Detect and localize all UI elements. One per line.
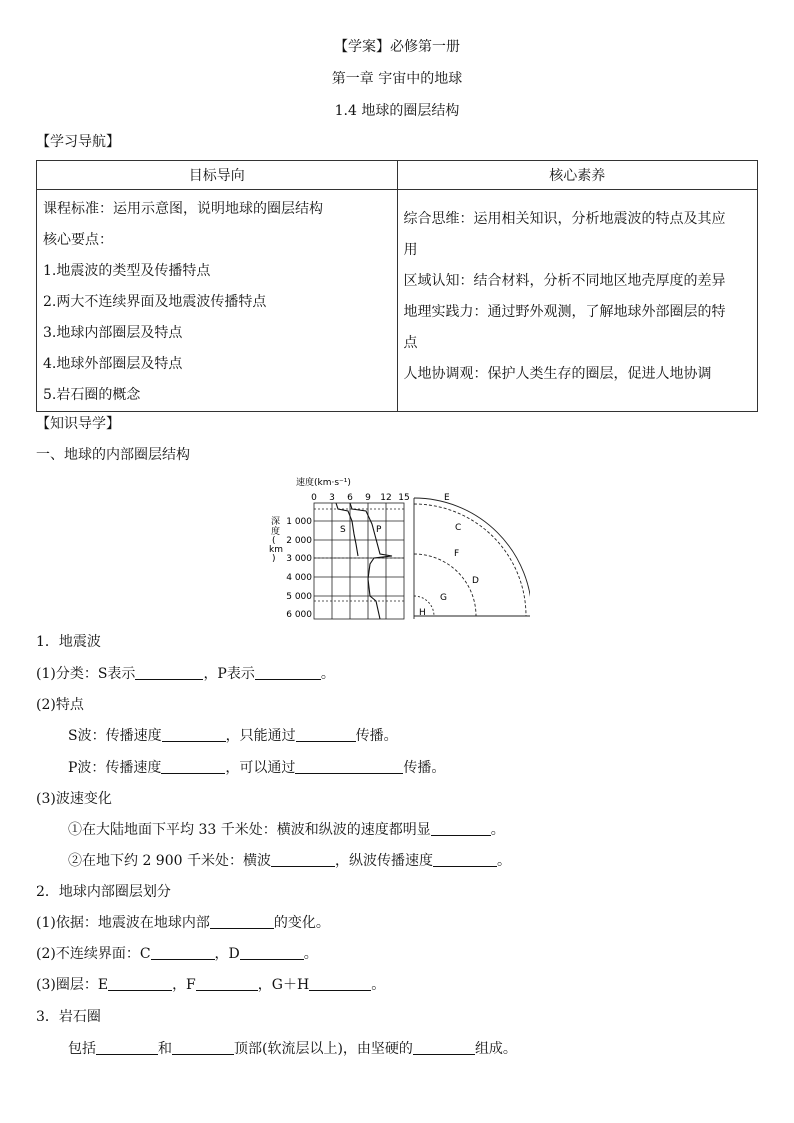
layer-label: E (444, 493, 450, 503)
s-wave-label: S (340, 525, 346, 535)
page-header-title: 【学案】必修第一册 (334, 39, 460, 55)
layer-label: H (419, 608, 426, 618)
depth-label-char: 深 (271, 517, 281, 527)
fill-blank[interactable] (161, 759, 225, 774)
fill-blank[interactable] (172, 1040, 234, 1055)
section-title: 1.4 地球的圈层结构 (334, 103, 460, 119)
competency-item: 区域认知：结合材料，分析不同地区地壳厚度的差异 (403, 273, 726, 289)
change1-line (68, 821, 505, 839)
depth-ticks (286, 517, 312, 620)
punct: 。 (320, 666, 335, 682)
speed-tick: 12 (380, 493, 392, 503)
fill-blank[interactable] (240, 945, 304, 960)
goals-cell (37, 190, 398, 412)
s-wave-text: ，只能通过 (225, 728, 296, 744)
punct: 。 (490, 822, 505, 838)
competency-item: 人地协调观：保护人类生存的圈层，促进人地协调 (403, 366, 712, 382)
s2-title: 2．地球内部圈层划分 (36, 884, 171, 900)
fill-blank[interactable] (135, 665, 203, 680)
speed-ticks (311, 493, 410, 503)
punct: 。 (303, 946, 318, 962)
s3-content (68, 1040, 517, 1058)
depth-tick: 6 000 (286, 610, 312, 620)
depth-axis-label (269, 516, 283, 564)
surface-text: (2)不连续界面：C (36, 946, 151, 962)
fill-blank[interactable] (151, 945, 215, 960)
learning-nav-table (36, 160, 758, 412)
speed-axis-label: 速度(km·s⁻¹) (296, 478, 351, 488)
p-wave-text: P波：传播速度 (68, 760, 162, 776)
layers-text: ，F (172, 977, 196, 993)
fill-blank[interactable] (433, 852, 497, 867)
layer-label: F (454, 549, 460, 559)
nav-heading: 【学习导航】 (36, 134, 120, 150)
punct: 。 (496, 853, 511, 869)
layers-text: ，G＋H (257, 977, 310, 993)
basis-text: 的变化。 (273, 915, 330, 931)
p-wave-line (68, 759, 445, 777)
fill-blank[interactable] (271, 852, 335, 867)
p-wave-label: P (376, 525, 382, 535)
lithosphere-text: 组成。 (474, 1041, 517, 1057)
p-wave-text: ，可以通过 (225, 760, 296, 776)
depth-tick: 3 000 (286, 554, 312, 564)
classify-num: (1) (36, 666, 56, 682)
fill-blank[interactable] (210, 914, 274, 929)
seismic-wave-figure (268, 474, 530, 622)
s1-feature: (2)特点 (36, 697, 84, 713)
fill-blank[interactable] (108, 976, 172, 991)
layer-label: D (472, 576, 479, 586)
fill-blank[interactable] (431, 821, 491, 836)
goal-item: 核心要点： (43, 232, 113, 248)
classify-text: 分类：S表示 (55, 666, 136, 682)
fill-blank[interactable] (162, 727, 226, 742)
fill-blank[interactable] (296, 727, 356, 742)
change-text: ，纵波传播速度 (334, 853, 433, 869)
fill-blank[interactable] (255, 665, 321, 680)
depth-label-char: 度 (271, 527, 281, 537)
layer-label: C (455, 523, 462, 533)
col-header-competencies: 核心素养 (397, 161, 758, 190)
knowledge-heading: 【知识导学】 (36, 416, 120, 432)
goal-item: 4.地球外部圈层及特点 (43, 356, 183, 372)
basis-text: (1)依据：地震波在地球内部 (36, 915, 210, 931)
change-text: ①在大陆地面下平均 33 千米处：横波和纵波的速度都明显 (68, 822, 431, 838)
fill-blank[interactable] (196, 976, 258, 991)
speed-tick: 3 (329, 493, 335, 503)
s-wave-line (68, 727, 398, 745)
chapter-title: 第一章 宇宙中的地球 (331, 71, 463, 87)
col-header-goals: 目标导向 (37, 161, 398, 190)
lithosphere-text: 和 (158, 1041, 172, 1057)
fill-blank[interactable] (96, 1040, 158, 1055)
speed-depth-grid (314, 503, 404, 619)
depth-tick: 4 000 (286, 573, 312, 583)
goal-item: 2.两大不连续界面及地震波传播特点 (43, 294, 267, 310)
speed-tick: 6 (347, 493, 353, 503)
lithosphere-text: 包括 (68, 1041, 96, 1057)
competency-item: 点 (403, 335, 418, 351)
earth-quarter-section (414, 498, 530, 619)
layer-label: G (440, 593, 447, 603)
part1-title: 一、地球的内部圈层结构 (36, 447, 190, 463)
surface-text: ，D (214, 946, 240, 962)
speed-tick: 9 (365, 493, 371, 503)
goal-item: 1.地震波的类型及传播特点 (43, 263, 211, 279)
competency-item: 用 (403, 242, 418, 258)
classify-text: ，P表示 (203, 666, 255, 682)
competency-item: 综合思维：运用相关知识，分析地震波的特点及其应 (403, 211, 726, 227)
change2-line (68, 852, 511, 870)
s2-basis (36, 914, 330, 932)
s2-layers (36, 976, 385, 994)
competencies-cell (397, 190, 758, 412)
s1-change: (3)波速变化 (36, 791, 112, 807)
depth-tick: 1 000 (286, 517, 312, 527)
goal-item: 课程标准：运用示意图，说明地球的圈层结构 (43, 201, 323, 217)
s1-classify (36, 665, 335, 683)
competency-item: 地理实践力：通过野外观测，了解地球外部圈层的特 (403, 304, 726, 320)
layers-text: (3)圈层：E (36, 977, 109, 993)
speed-tick: 0 (311, 493, 317, 503)
fill-blank[interactable] (309, 976, 371, 991)
s-wave-text: S波：传播速度 (68, 728, 162, 744)
depth-label-char: ) (272, 554, 276, 564)
depth-label-char: ( (272, 536, 276, 546)
speed-tick: 15 (398, 493, 410, 503)
lithosphere-text: 顶部(软流层以上)，由坚硬的 (234, 1041, 413, 1057)
depth-tick: 2 000 (286, 536, 312, 546)
fill-blank[interactable] (413, 1040, 475, 1055)
fill-blank[interactable] (295, 759, 403, 774)
change-text: ②在地下约 2 900 千米处：横波 (68, 853, 271, 869)
s2-surface (36, 945, 318, 963)
depth-tick: 5 000 (286, 592, 312, 602)
s1-title: 1．地震波 (36, 634, 101, 650)
p-wave-text: 传播。 (403, 760, 446, 776)
punct: 。 (371, 977, 386, 993)
goal-item: 5.岩石圈的概念 (43, 387, 141, 403)
s3-title: 3．岩石圈 (36, 1009, 101, 1025)
s-wave-text: 传播。 (355, 728, 398, 744)
depth-label-char: km (269, 545, 283, 555)
goal-item: 3.地球内部圈层及特点 (43, 325, 183, 341)
